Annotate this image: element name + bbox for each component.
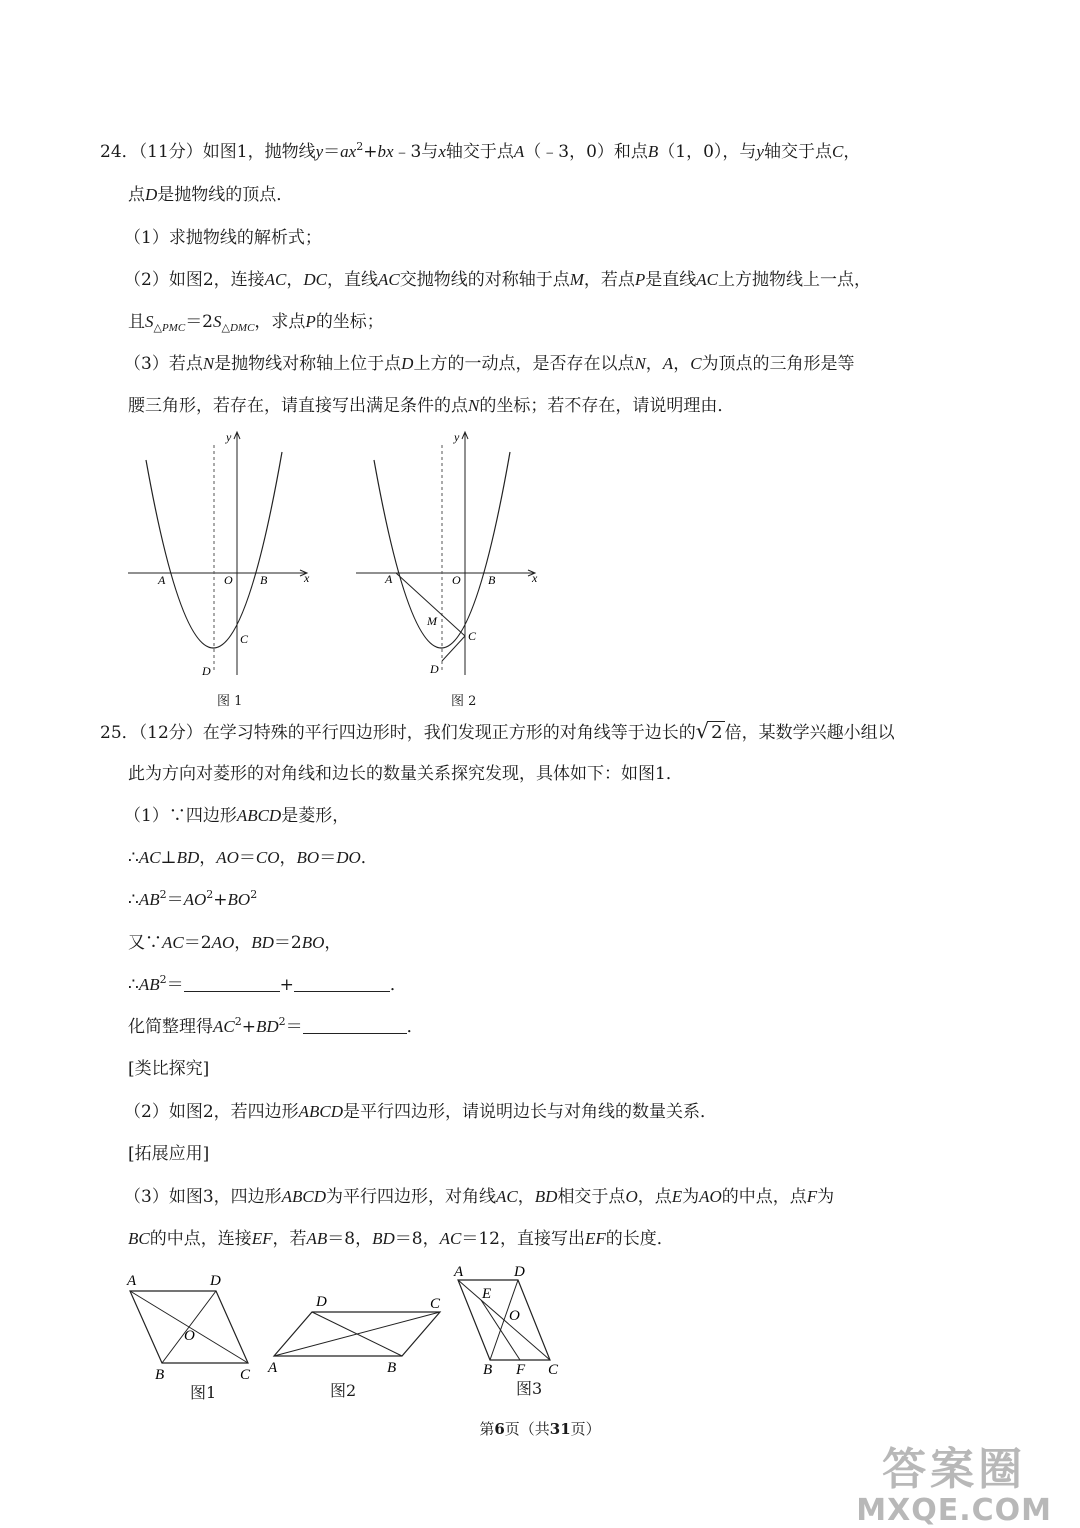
label-A: A [127, 1273, 137, 1289]
total-pages: 31 [549, 1420, 571, 1438]
label-D: D [210, 1273, 221, 1289]
label-A: A [268, 1360, 278, 1376]
q25-step-2: ∴AC⊥BD，AO＝CO，BO＝DO． [128, 848, 378, 868]
q24-part-3: （3）若点N是抛物线对称轴上位于点D上方的一动点，是否存在以点N，A，C为顶点的三角形是等 [124, 354, 855, 374]
q25-analogy-heading: [类比探究] [128, 1059, 210, 1079]
q24-figure-2-caption: 图 2 [451, 694, 477, 709]
label-B: B [387, 1360, 397, 1376]
q25-step-4: 又∵AC＝2AO，BD＝2BO， [128, 933, 342, 953]
label-D: D [430, 662, 439, 676]
answer-blank-1[interactable] [184, 975, 280, 992]
q25-figure-1-caption: 图1 [190, 1383, 217, 1402]
q25-line-2: 此为方向对菱形的对角线和边长的数量关系探究发现，具体如下：如图1． [128, 764, 683, 784]
q24-line-2: 点D是抛物线的顶点． [128, 185, 294, 205]
label-B: B [483, 1362, 493, 1378]
label-O: O [509, 1308, 520, 1324]
segment-DC [442, 636, 465, 661]
watermark [856, 1445, 1052, 1527]
q25-figure-3-caption: 图3 [516, 1379, 543, 1398]
q24-part-3-cont: 腰三角形，若存在，请直接写出满足条件的点N的坐标；若不存在，请说明理由． [128, 396, 735, 416]
label-y: y [454, 430, 460, 444]
q25-figure-1 [120, 1268, 260, 1380]
page-footer: 第6页（共31页） [479, 1420, 601, 1438]
label-B: B [488, 573, 496, 587]
label-D: D [514, 1264, 525, 1280]
q25-part-3-cont: BC的中点，连接EF，若AB＝8，BD＝8，AC＝12，直接写出EF的长度． [128, 1229, 674, 1249]
q24-part-2: （2）如图2，连接AC，DC，直线AC交抛物线的对称轴于点M，若点P是直线AC上方抛物线上一点， [124, 270, 872, 290]
q24-part-1: （1）求抛物线的解析式； [124, 228, 322, 248]
q25-figure-3 [450, 1262, 570, 1378]
label-C: C [430, 1296, 441, 1312]
label-B: B [260, 573, 268, 587]
current-page: 6 [494, 1420, 505, 1438]
sqrt-symbol: √ [695, 719, 710, 743]
q24-figure-2 [348, 425, 548, 687]
label-C: C [548, 1362, 559, 1378]
label-F: F [516, 1362, 526, 1378]
q25-line-1: 25．（12分）在学习特殊的平行四边形时，我们发现正方形的对角线等于边长的√ 2 倍，某数学兴趣小组以 [100, 719, 895, 743]
label-D: D [202, 664, 211, 678]
label-O: O [184, 1328, 195, 1344]
diagonal-BD [162, 1291, 216, 1363]
q25-step-6: 化简整理得$AC^2+BD^2=$ ． [128, 1015, 424, 1037]
label-C: C [240, 1367, 251, 1380]
q25-step-1: （1）∵四边形ABCD是菱形， [124, 806, 350, 826]
label-A: A [385, 572, 393, 586]
q25-part-3: （3）如图3，四边形ABCD为平行四边形，对角线AC，BD相交于点O，点E为AO的中点，点F为 [124, 1187, 835, 1207]
label-D: D [316, 1294, 327, 1310]
label-A: A [158, 573, 166, 587]
sqrt-radicand: 2 [711, 722, 723, 743]
label-E: E [482, 1286, 492, 1302]
q25-figure-2 [262, 1290, 452, 1376]
label-C: C [468, 629, 477, 643]
answer-blank-3[interactable] [303, 1017, 407, 1034]
q25-step-3: $\therefore AB^2=AO^2+BO^2$ [128, 888, 258, 910]
label-x: x [304, 571, 310, 585]
q24-figure-1-caption: 图 1 [217, 694, 243, 709]
q24-line-1: 24．（11分）如图1，抛物线$y=ax^2+bx﹣3$与x轴交于点A（﹣3，0）和点B（1，0），与y轴交于点C， [100, 140, 861, 162]
q25-figure-2-caption: 图2 [330, 1381, 357, 1400]
q25-part-2: （2）如图2，若四边形ABCD是平行四边形，请说明边长与对角线的数量关系． [124, 1102, 718, 1122]
label-M: M [427, 614, 437, 628]
diagonal-BD [312, 1312, 402, 1356]
watermark-url: MXQE.COM [856, 1493, 1052, 1528]
q24-part-2-cont: 且$S_{\triangle PMC}=2S_{\triangle DMC}$，求点P的坐标； [128, 312, 384, 334]
q25-extension-heading: [拓展应用] [128, 1144, 210, 1164]
label-C: C [240, 632, 249, 646]
answer-blank-2[interactable] [294, 975, 390, 992]
label-A: A [454, 1264, 464, 1280]
label-O: O [224, 573, 233, 587]
q25-step-5: $\therefore AB^2=$ + ． [128, 973, 407, 995]
watermark-logo-text: 答案圈 [882, 1444, 1027, 1495]
q24-figure-1 [120, 425, 320, 687]
label-x: x [532, 571, 538, 585]
label-y: y [226, 430, 232, 444]
label-B: B [155, 1367, 165, 1380]
label-O: O [452, 573, 461, 587]
